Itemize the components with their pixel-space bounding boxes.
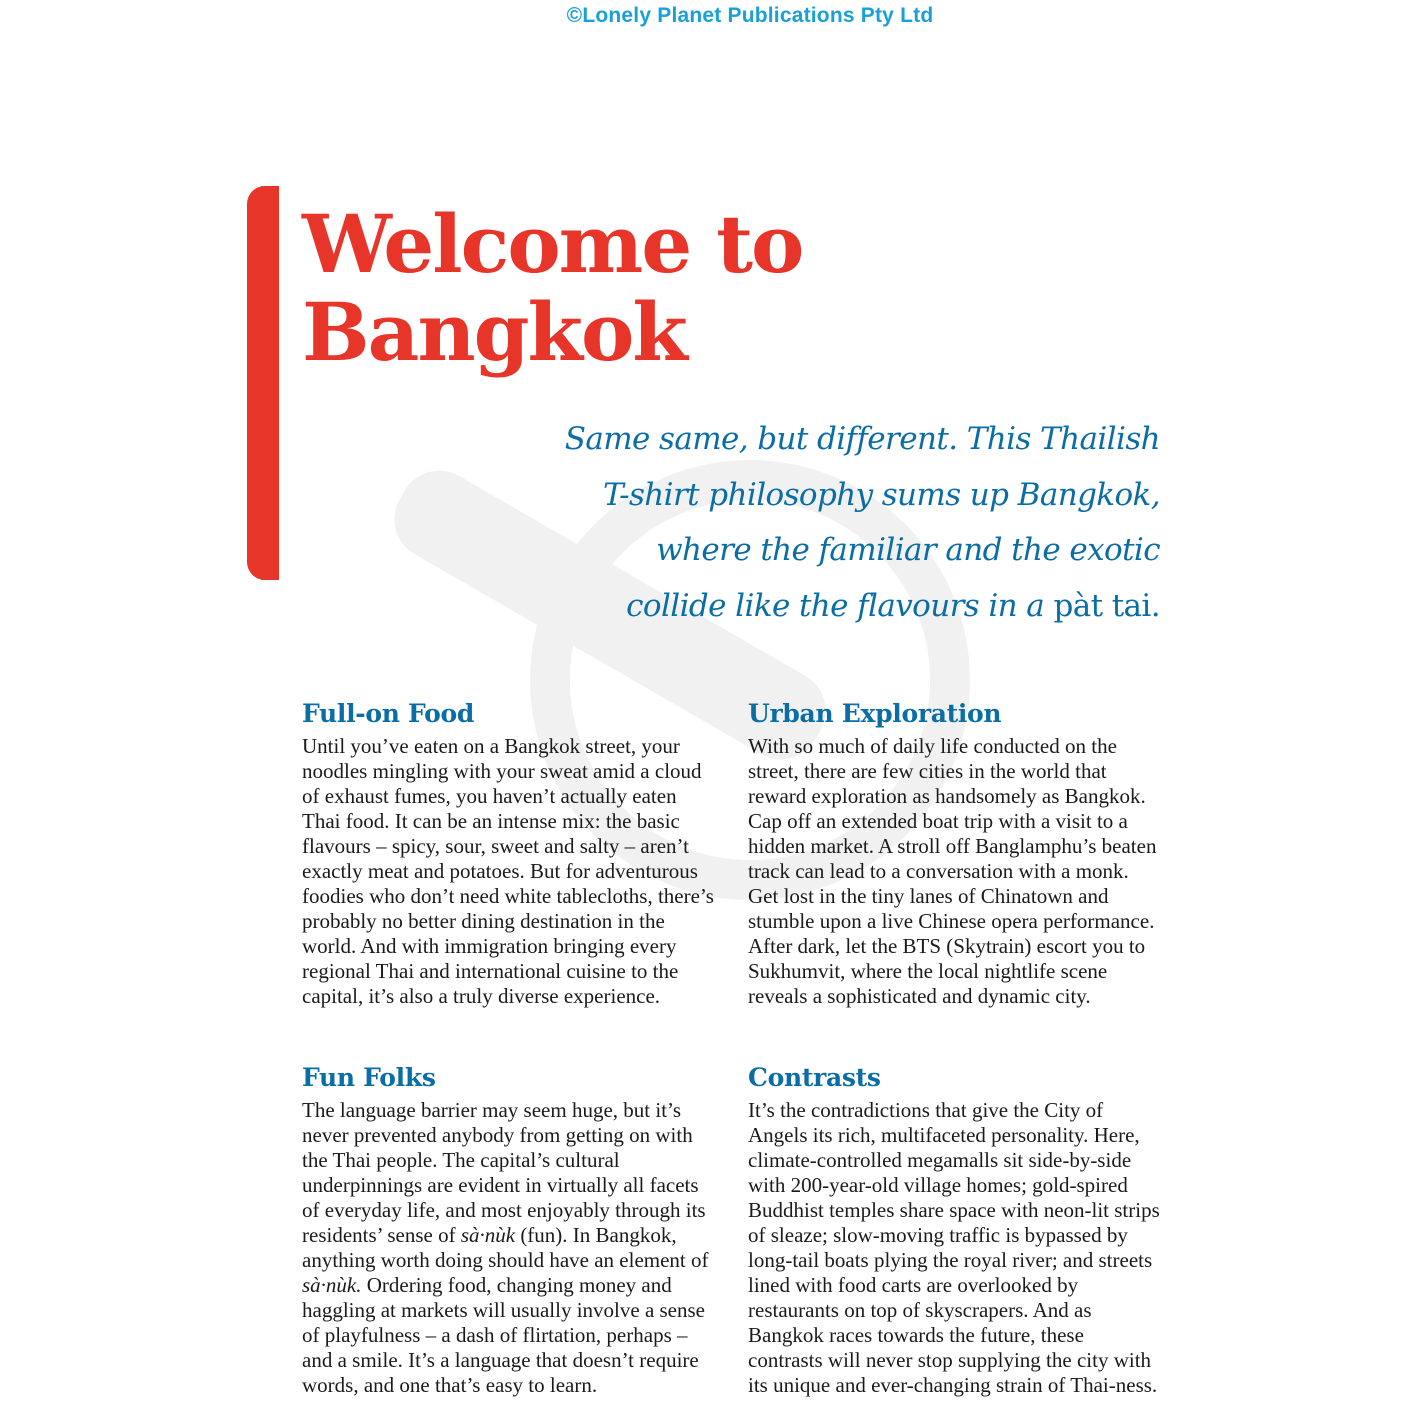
section-body: It’s the contradictions that give the City of Angels its rich, multifaceted personality. Here, climate-controlled megamalls sit side-by-side with 200-year-old village homes; gold-spired Buddhist temples share space with neon-lit strips of sleaze; slow-moving traffic is bypassed by long-tail boats plying the royal river; and streets lined with food carts are overlooked by restaurants on top of skyscrapers. And as Bangkok races towards the future, these contrasts will never stop supplying the city with its unique and ever-changing strain of Thai-ness. [748,1098,1160,1397]
section-body: With so much of daily life conducted on the street, there are few cities in the world that reward exploration as handsomely as Bangkok. Cap off an extended boat trip with a visit to a hidden market. A stroll off Banglamphu’s beaten track can lead to a conversation with a monk. Get lost in the tiny lanes of Chinatown and stumble upon a live Chinese opera performance. After dark, let the BTS (Skytrain) escort you to Sukhumvit, where the local nightlife scene reveals a sophisticated and dynamic city. [748,734,1157,1008]
accent-bar [247,186,279,580]
tagline-line-3: where the familiar and the exotic [656,532,1160,568]
section-contrasts [748,1062,1163,1398]
section-full-on-food [302,698,717,1009]
section-fun-folks [302,1062,717,1398]
body-text-part: The language barrier may seem huge, but it’s never prevented anybody from getting on with the Thai people. The capital’s cultural underpinnings are evident in virtually all facets of everyday life, and most enjoyably through its residents’ sense of [302,1098,706,1247]
tagline-line-4: collide like the flavours in a [626,587,1054,624]
tagline-dish-name: pàt tai. [1053,587,1160,624]
section-body: Until you’ve eaten on a Bangkok street, your noodles mingling with your sweat amid a cloud of exhaust fumes, you haven’t actually eaten Thai food. It can be an intense mix: the basic flavours – spicy, sour, sweet and salty – aren’t exactly meat and potatoes. But for adventurous foodies who don’t need white tablecloths, there’s probably no better dining destination in the world. And with immigration bringing every regional Thai and international cuisine to the capital, it’s also a truly diverse experience. [302,734,714,1008]
copyright-notice: ©Lonely Planet Publications Pty Ltd [566,4,934,27]
title-line-2: Bangkok [302,285,686,379]
title-line-1: Welcome to [302,197,803,291]
section-heading: Contrasts [748,1063,881,1092]
body-text-part: (fun). In Bangkok, anything worth doing should have an element of [302,1223,709,1272]
intro-tagline [520,412,1160,634]
tagline-line-2: T-shirt philosophy sums up Bangkok, [603,476,1160,513]
thai-term: sà·nùk [460,1223,516,1247]
thai-term: sà·nùk. [302,1273,362,1297]
body-text-part: Ordering food, changing money and haggling at markets will usually involve a sense of playfulness – a dash of flirtation, perhaps – and a smile. It’s a language that doesn’t require words, and one that’s easy to learn. [302,1273,705,1397]
section-urban-exploration [748,698,1163,1009]
section-heading: Urban Exploration [748,699,1002,728]
tagline-line-1: Same same, but different. This Thailish [564,421,1160,457]
section-heading: Fun Folks [302,1063,436,1092]
section-heading: Full-on Food [302,699,475,728]
section-body [302,1098,717,1398]
page-title [302,197,803,379]
